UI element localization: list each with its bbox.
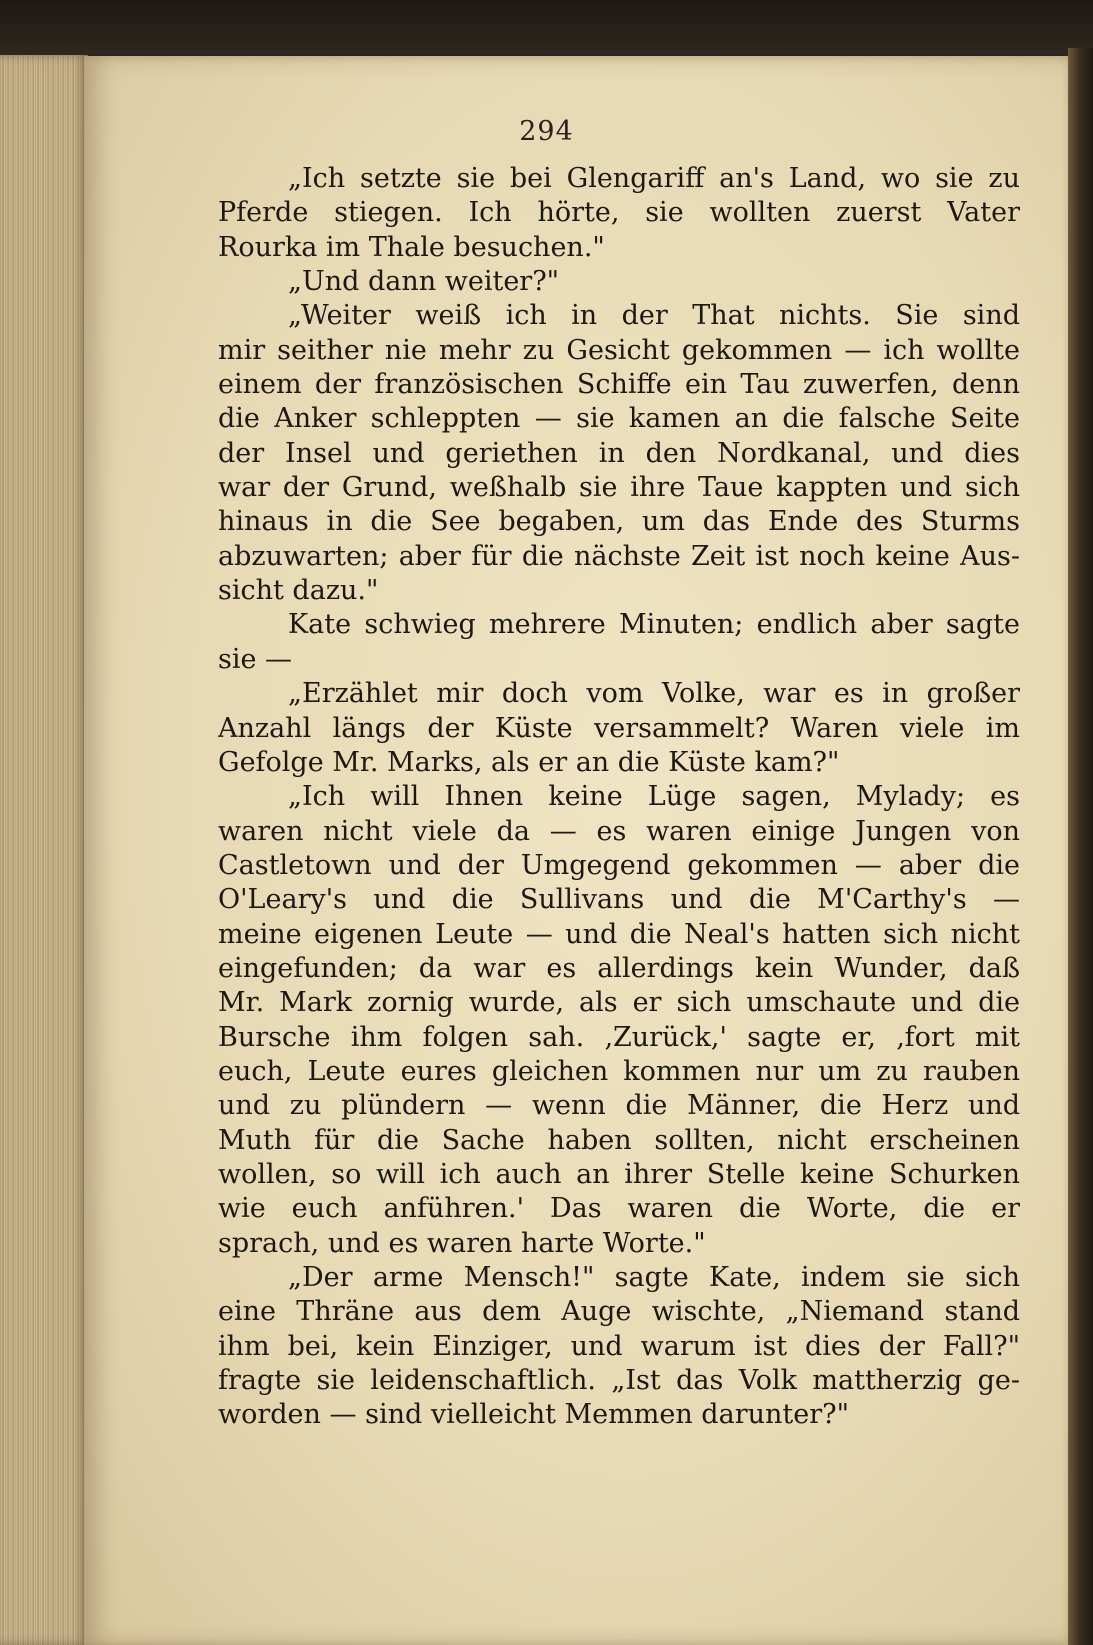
text-line: die Anker schleppten — sie kamen an die falsche Seite xyxy=(218,403,1020,435)
text-line: Muth für die Sache haben sollten, nicht erscheinen xyxy=(218,1124,1020,1156)
text-line: „Ich setzte sie bei Glengariff an's Land, wo sie zu xyxy=(288,163,1020,194)
page-number: 294 xyxy=(519,116,574,147)
text-line: Mr. Mark zornig wurde, als er sich umschaute und die xyxy=(218,987,1020,1019)
text-line: abzuwarten; aber für die nächste Zeit ist noch keine Aus- xyxy=(218,540,1020,572)
text-line: Bursche ihm folgen sah. ‚Zurück,' sagte er, ‚fort mit xyxy=(218,1021,1020,1053)
text-line: „Der arme Mensch!" sagte Kate, indem sie sich xyxy=(288,1262,1020,1293)
text-line: eine Thräne aus dem Auge wischte, „Niemand stand xyxy=(218,1296,1020,1328)
text-line: der Insel und geriethen in den Nordkanal, und dies xyxy=(218,437,1020,469)
scan-backdrop xyxy=(0,0,1093,55)
body-text xyxy=(218,162,1020,1433)
text-line: war der Grund, weßhalb sie ihre Taue kappten und sich xyxy=(218,472,1020,504)
text-line: und zu plündern — wenn die Männer, die Herz und xyxy=(218,1090,1020,1122)
text-line: fragte sie leidenschaftlich. „Ist das Volk mattherzig ge- xyxy=(218,1365,1020,1397)
text-line: „Erzählet mir doch vom Volke, war es in großer xyxy=(288,678,1020,710)
text-line: sprach, und es waren harte Worte." xyxy=(218,1227,706,1259)
text-line: „Weiter weiß ich in der That nichts. Sie sind xyxy=(288,300,1020,332)
text-line: hinaus in die See begaben, um das Ende des Sturms xyxy=(218,506,1020,538)
text-line: ihm bei, kein Einziger, und warum ist dies der Fall?" xyxy=(218,1330,1020,1362)
text-line: mir seither nie mehr zu Gesicht gekommen — ich wollte xyxy=(218,334,1020,366)
text-line: Anzahl längs der Küste versammelt? Waren viele im xyxy=(218,712,1020,744)
text-line: worden — sind vielleicht Memmen darunter?" xyxy=(218,1399,850,1431)
text-line: meine eigenen Leute — und die Neal's hatten sich nicht xyxy=(218,918,1020,950)
book-binding-edge xyxy=(1068,48,1093,1645)
text-line: wollen, so will ich auch an ihrer Stelle keine Schurken xyxy=(218,1158,1020,1190)
text-line: Pferde stiegen. Ich hörte, sie wollten zuerst Vater xyxy=(218,197,1020,229)
text-line: waren nicht viele da — es waren einige Jungen von xyxy=(218,815,1020,847)
text-line: Kate schwieg mehrere Minuten; endlich aber sagte xyxy=(288,609,1020,641)
text-line: Castletown und der Umgegend gekommen — aber die xyxy=(218,849,1020,881)
text-line: sie — xyxy=(218,643,293,675)
page-stack-edges xyxy=(0,55,88,1645)
text-line: eingefunden; da war es allerdings kein Wunder, daß xyxy=(218,952,1020,984)
text-line: „Und dann weiter?" xyxy=(288,266,560,298)
text-line: sicht dazu." xyxy=(218,575,379,607)
text-line: „Ich will Ihnen keine Lüge sagen, Mylady; es xyxy=(288,781,1020,813)
text-line: O'Leary's und die Sullivans und die M'Carthy's — xyxy=(218,884,1020,916)
text-line: Gefolge Mr. Marks, als er an die Küste kam?" xyxy=(218,746,840,778)
text-line: wie euch anführen.' Das waren die Worte, die er xyxy=(218,1193,1020,1225)
text-line: euch, Leute eures gleichen kommen nur um zu rauben xyxy=(218,1055,1020,1087)
text-line: Rourka im Thale besuchen." xyxy=(218,231,605,263)
text-line: einem der französischen Schiffe ein Tau zuwerfen, denn xyxy=(218,369,1020,401)
